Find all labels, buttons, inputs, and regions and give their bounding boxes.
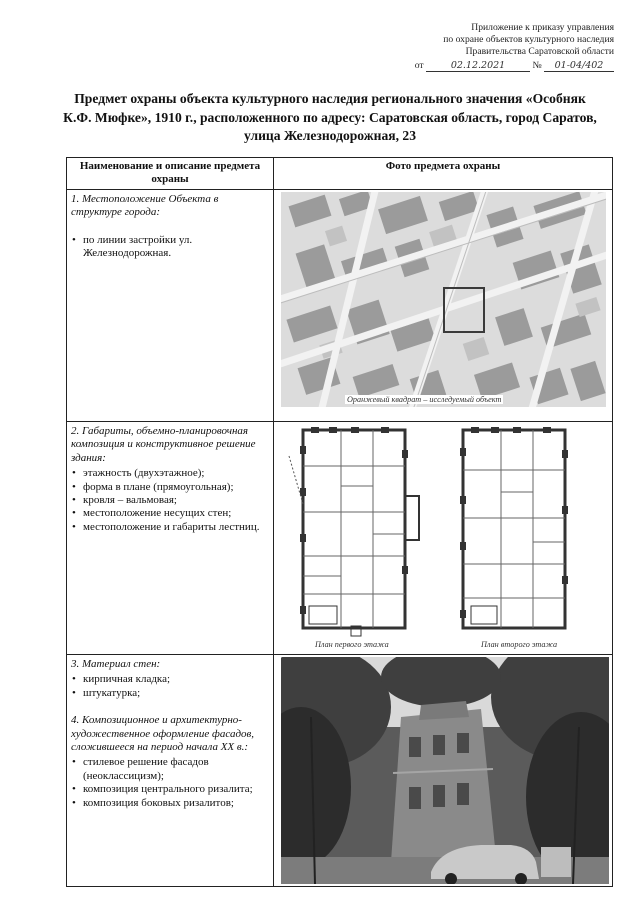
row-1-description xyxy=(71,193,269,261)
city-map-drawing xyxy=(281,192,606,407)
section-2-list xyxy=(71,467,269,534)
section-3-list xyxy=(71,673,269,700)
order-date-number xyxy=(364,60,614,72)
order-number: 01-04/402 xyxy=(544,60,614,72)
list-item: • штукатурка; xyxy=(71,687,269,700)
document-title: Предмет охраны объекта культурного наследия регионального значения «Особняк К.Ф. Мюфке», 1910 г., расположенного по адресу: Саратовская область, город Саратов, улица Железнодорожная, 23 xyxy=(63,91,597,143)
section-3-title: 3. Материал стен: xyxy=(71,658,161,670)
row-2-description xyxy=(71,425,269,534)
section-1-list xyxy=(71,234,269,261)
list-item: • местоположение и габариты лестниц. xyxy=(71,521,269,534)
list-item: • стилевое решение фасадов (неоклассицизм); xyxy=(71,756,269,783)
list-item: • композиция центрального ризалита; xyxy=(71,783,269,796)
column-header-photo: Фото предмета охраны xyxy=(385,160,501,172)
facade-photo-drawing xyxy=(281,657,609,884)
facade-photo xyxy=(281,657,609,884)
list-item: • композиция боковых ризалитов; xyxy=(71,797,269,810)
column-header-description: Наименование и описание предмета охраны xyxy=(79,160,261,185)
floor-plans-image xyxy=(281,426,606,652)
map-caption: Оранжевый квадрат – исследуемый объект xyxy=(347,395,502,404)
order-date: 02.12.2021 xyxy=(426,60,530,72)
date-prefix: от xyxy=(414,59,424,71)
list-item: • кровля – вальмовая; xyxy=(71,494,269,507)
location-map-image xyxy=(281,192,606,407)
appendix-line-2: по охране объектов культурного наследия xyxy=(443,34,614,46)
header-divider xyxy=(67,189,612,190)
section-4-title: 4. Композиционное и архитектурно-художественное оформление фасадов, сложившееся на период начала XX в.: xyxy=(71,714,255,754)
section-2-title: 2. Габариты, объемно-планировочная композиция и конструктивное решение здания: xyxy=(71,425,256,464)
row-divider-2 xyxy=(67,654,612,655)
appendix-line-3: Правительства Саратовской области xyxy=(465,46,614,58)
protection-subject-table xyxy=(66,157,613,887)
row-divider-1 xyxy=(67,421,612,422)
list-item: • форма в плане (прямоугольная); xyxy=(71,481,269,494)
column-divider xyxy=(273,158,274,886)
row-3-description xyxy=(71,658,269,810)
floor-plans-drawing xyxy=(281,426,606,652)
list-item: • местоположение несущих стен; xyxy=(71,507,269,520)
number-prefix: № xyxy=(532,59,542,71)
appendix-header xyxy=(364,22,614,72)
section-4-list xyxy=(71,756,269,810)
plan-caption-first-floor: План первого этажа xyxy=(315,640,389,649)
list-item: • кирпичная кладка; xyxy=(71,673,269,686)
section-1-title: 1. Местоположение Объекта в структуре города: xyxy=(71,193,219,219)
list-item: • этажность (двухэтажное); xyxy=(71,467,269,480)
appendix-line-1: Приложение к приказу управления xyxy=(471,22,614,33)
list-item: • по линии застройки ул. Железнодорожная. xyxy=(71,234,269,261)
plan-caption-second-floor: План второго этажа xyxy=(481,640,558,649)
